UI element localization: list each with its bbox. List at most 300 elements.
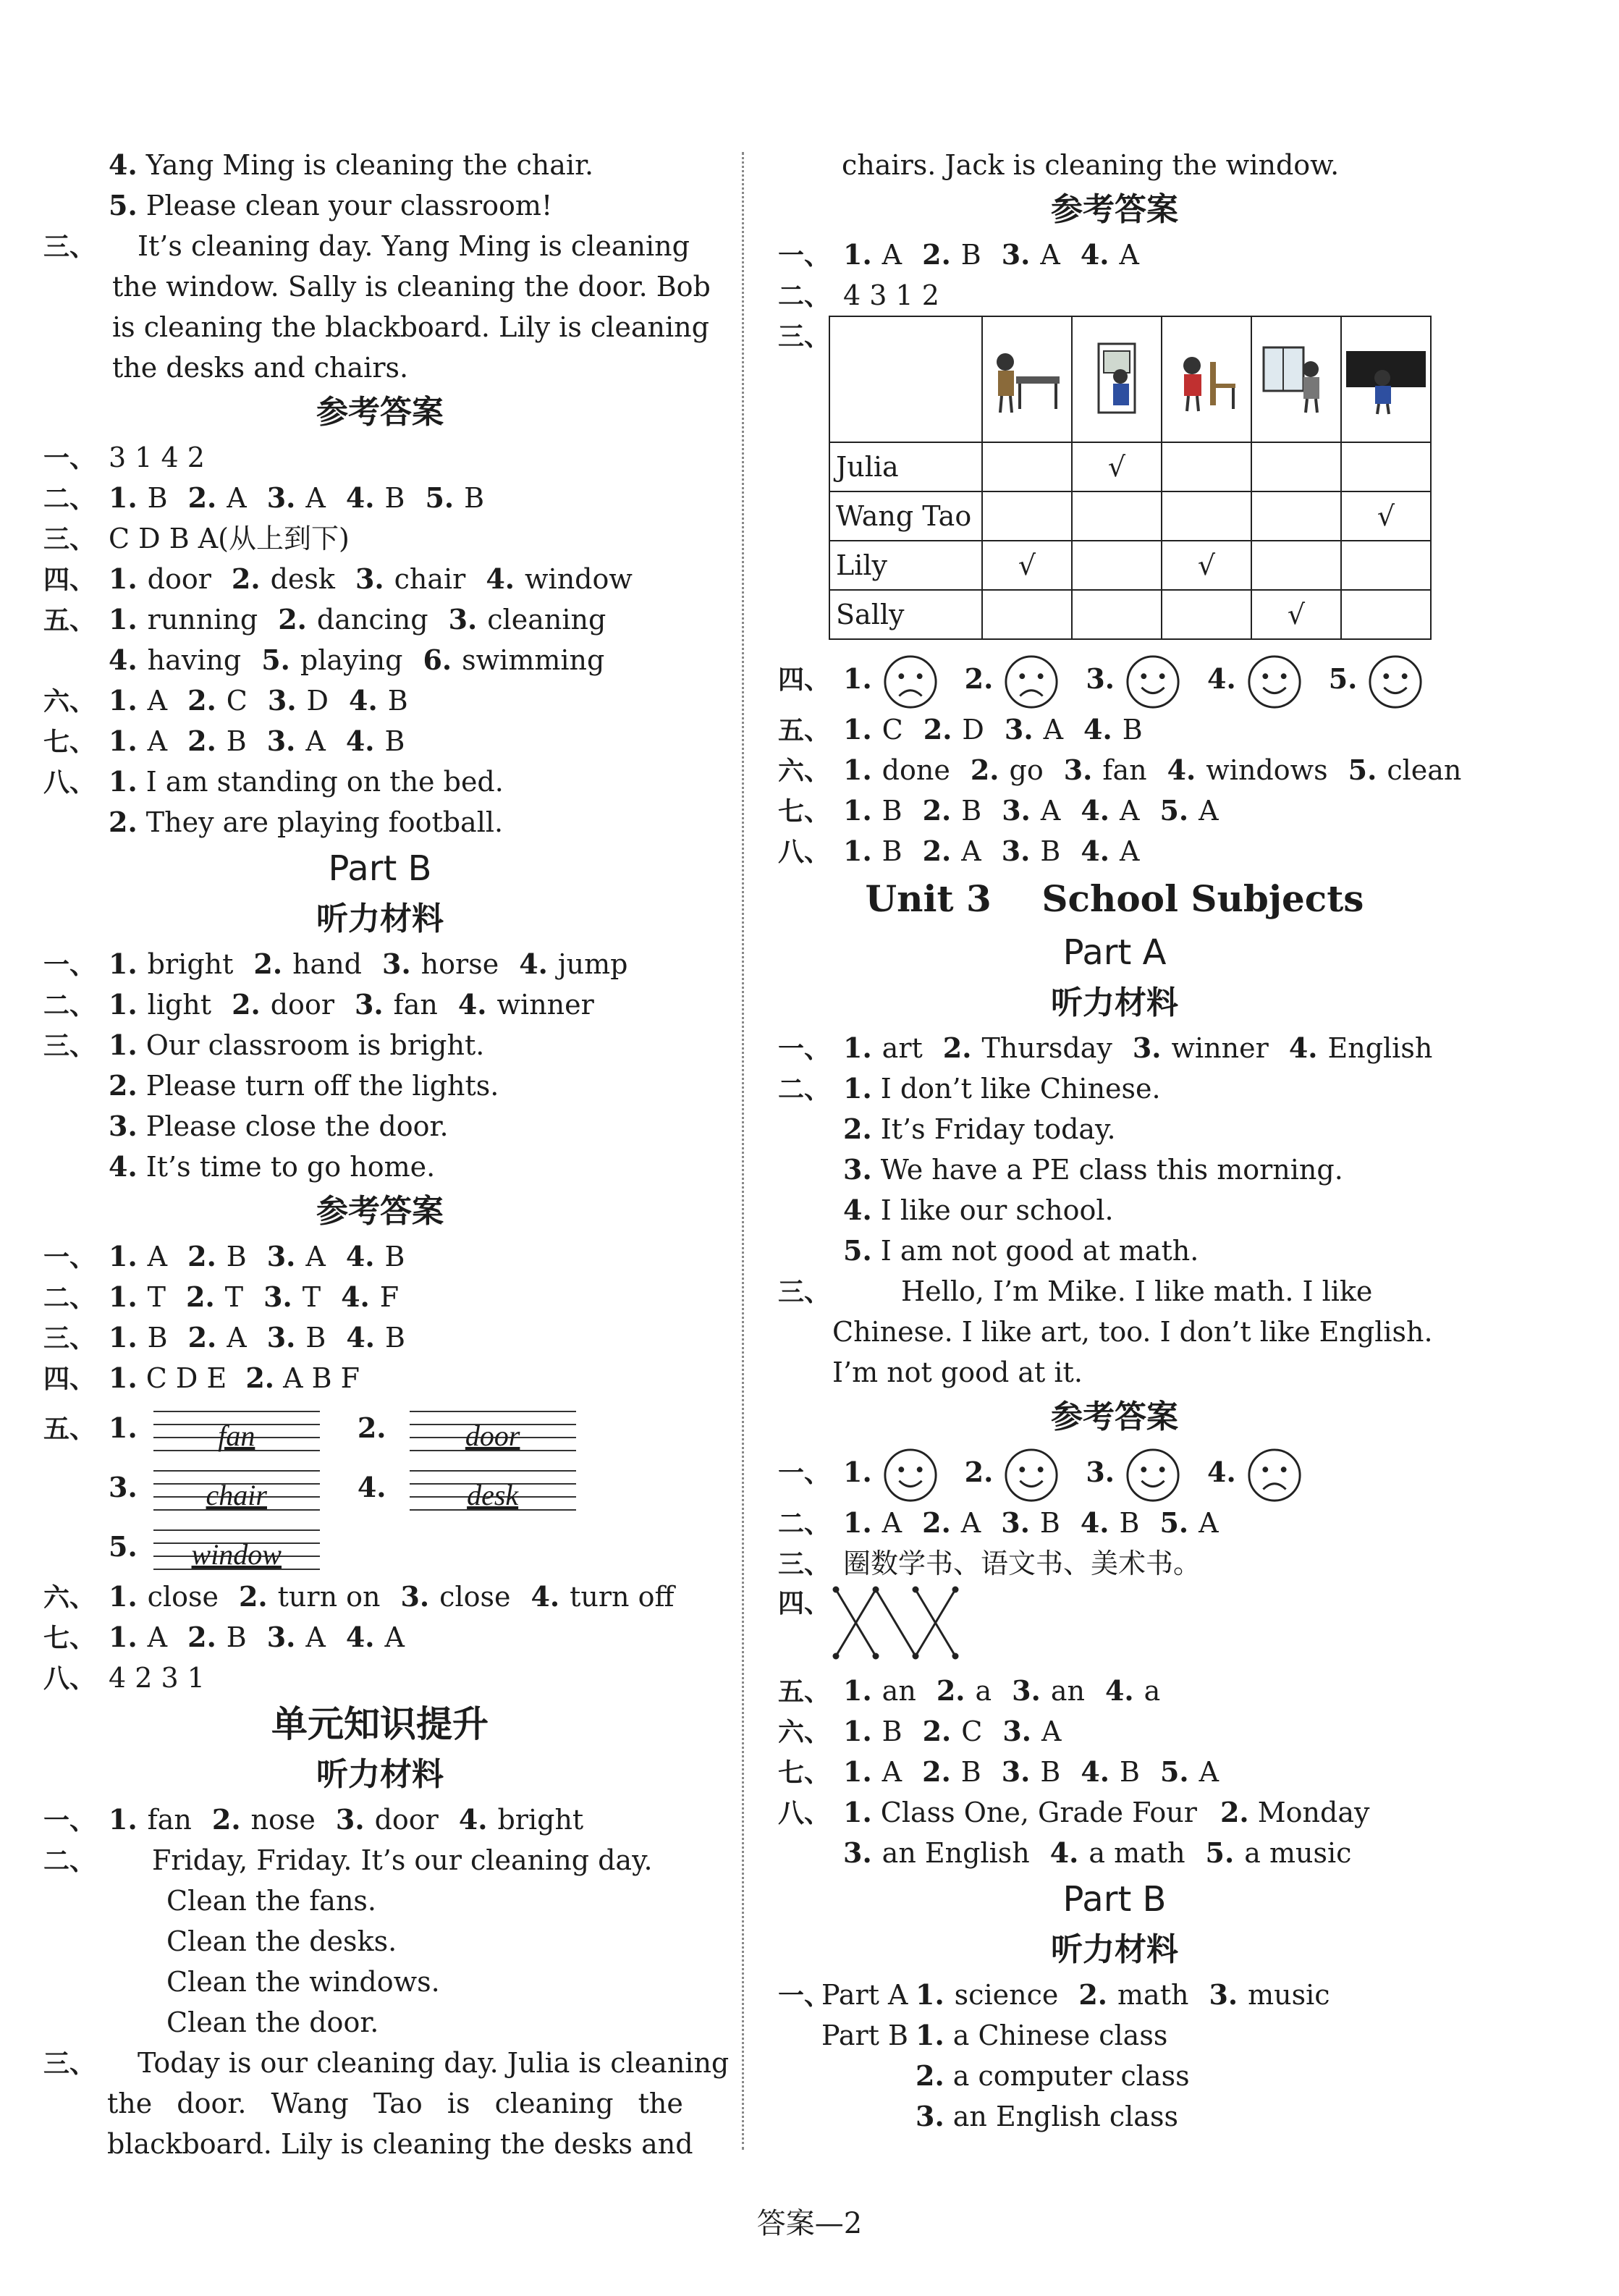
question-label: 一、 [778, 1034, 831, 1064]
item-number: 4. [519, 947, 548, 980]
handwriting-box: chair [153, 1470, 320, 1511]
item-answer: bright [497, 1804, 584, 1836]
item-answer: A [1199, 1756, 1219, 1788]
item-number: 4. [1167, 754, 1196, 786]
item-number: 1. [109, 1321, 138, 1354]
answer-line: 2. Please turn off the lights. [109, 1069, 499, 1102]
item-answer: A [305, 482, 326, 514]
answer-line [43, 1799, 716, 1840]
answer-line: 4. Yang Ming is cleaning the chair. [109, 148, 594, 181]
item-answer: A [1199, 1507, 1219, 1539]
answer-line [778, 1711, 1451, 1752]
item-answer: D [306, 685, 329, 717]
item-answer: A [1043, 714, 1064, 746]
item-number: 2. [923, 713, 952, 746]
item-number: 2. [970, 754, 999, 786]
item-number: 1. [843, 835, 872, 867]
page-number: 答案—2 [756, 2207, 863, 2240]
answer-line [43, 559, 716, 599]
smiley-face-icon [882, 1447, 939, 1503]
item-answer: jump [557, 948, 628, 980]
answer-line: 5. Please clean your classroom! [109, 189, 553, 221]
text-line: is cleaning the blackboard. Lily is cleaning [112, 311, 709, 343]
smiley-face-icon [1125, 654, 1181, 710]
item-number: 2. [942, 1031, 972, 1064]
item-number: 3. [266, 1621, 296, 1653]
item-number: 2. [187, 1240, 216, 1272]
answer-line [43, 1577, 716, 1617]
item-answer: math [1117, 1979, 1189, 2011]
inline-items [916, 1979, 1330, 2011]
handwriting-box: fan [153, 1411, 320, 1451]
item-answer: C [961, 1715, 983, 1747]
question-label: 七、 [43, 727, 96, 757]
text-line: the desks and chairs. [112, 352, 409, 384]
item-number: 4. [1049, 1836, 1079, 1869]
item-number: 2. [187, 684, 216, 717]
check-cell [1162, 442, 1251, 491]
smiley-face-icon [1367, 654, 1424, 710]
sad-face-icon [882, 654, 939, 710]
item-number: 5. [261, 643, 290, 676]
item-answer: A [147, 1621, 168, 1653]
question-label: 一、 [43, 950, 96, 980]
blackboard-cleaning-picture [1341, 316, 1431, 442]
item-answer: A [1120, 835, 1140, 867]
item-number: 1. [843, 662, 872, 695]
item-answer: A [147, 685, 168, 717]
answer-line [778, 790, 1451, 831]
item-number: 4. [1081, 835, 1110, 867]
item-answer: B [1040, 1756, 1061, 1788]
answer-line [43, 1277, 716, 1317]
check-cell: √ [1251, 590, 1341, 639]
item-number: 2. [1078, 1978, 1108, 2011]
item-answer: running [147, 604, 258, 636]
section-heading: 单元知识提升 [271, 1703, 489, 1745]
item-number: 3. [1002, 794, 1031, 827]
item-answer: A [305, 1621, 326, 1653]
item-number: 4. [1080, 238, 1109, 271]
item-number: 5. [425, 481, 455, 514]
question-label: 五、 [778, 716, 831, 746]
item-answer: done [882, 754, 950, 786]
item-answer: B [147, 482, 168, 514]
item-number: 1. [109, 947, 138, 980]
answer-line [43, 478, 716, 518]
table-row [829, 541, 1431, 590]
item-answer: F [379, 1281, 400, 1313]
check-cell [982, 442, 1072, 491]
question-label: 五、 [778, 1677, 831, 1707]
answer-line [43, 680, 716, 721]
question-label: 七、 [43, 1624, 96, 1653]
text-line: I’m not good at it. [832, 1356, 1083, 1388]
item-number: 4. [486, 562, 515, 595]
item-number: 3. [355, 562, 384, 595]
item-number: 2. [186, 1280, 215, 1313]
item-answer: a music [1244, 1837, 1352, 1869]
unit-title: Unit 3 School Subjects [865, 877, 1364, 920]
item-answer: fan [1102, 754, 1147, 786]
item-number: 2. [922, 794, 952, 827]
item-number: 1. [109, 1240, 138, 1272]
answer-line: 二、 1. I don’t like Chinese. [778, 1072, 1161, 1105]
item-answer: dancing [316, 604, 428, 636]
item-number: 1. [843, 1715, 872, 1747]
question-label: 七、 [778, 797, 831, 827]
answer-line: 4. It’s time to go home. [109, 1150, 436, 1183]
item-number: 4. [346, 1321, 376, 1354]
answer-line [43, 640, 716, 680]
item-answer: winner [1171, 1032, 1269, 1064]
item-number: 3. [1001, 1755, 1031, 1788]
item-answer: B [960, 239, 981, 271]
item-answer: B [385, 1322, 405, 1354]
item-answer: windows [1206, 754, 1328, 786]
question-label: 一、 [43, 1806, 96, 1836]
answer-line: 三、 1. Our classroom is bright. [43, 1029, 485, 1061]
item-number: 3. [1132, 1031, 1162, 1064]
item-answer: having [147, 644, 242, 676]
text-line: Clean the door. [166, 2006, 379, 2038]
item-number: 5. [1159, 794, 1189, 827]
item-answer: a math [1089, 1837, 1185, 1869]
item-number: 2. [922, 1506, 951, 1539]
item-answer: A [1199, 795, 1219, 827]
item-number: 4. [1081, 1755, 1110, 1788]
item-answer: English [1327, 1032, 1433, 1064]
right-column [778, 145, 1462, 2137]
item-number: 5. [1205, 1836, 1235, 1869]
door-cleaning-picture [1072, 316, 1162, 442]
question-label: 四、 [43, 565, 96, 595]
check-cell [1251, 491, 1341, 541]
item-answer: B [387, 685, 408, 717]
item-answer: A [961, 835, 981, 867]
check-cell [1072, 590, 1162, 639]
item-number: 3. [263, 1280, 292, 1313]
item-number: 3. [1209, 1978, 1238, 2011]
item-number: 1. [109, 603, 138, 636]
item-answer: an [1050, 1675, 1085, 1707]
matching-lines-diagram [821, 1584, 981, 1663]
sad-face-icon [1003, 654, 1060, 710]
item-answer: turn off [570, 1581, 675, 1613]
item-number: 4. [341, 1280, 370, 1313]
item-number: 3. [382, 947, 411, 980]
item-number: 3. [1086, 1456, 1115, 1488]
item-number: 3. [1001, 835, 1031, 867]
item-answer: B [960, 1756, 981, 1788]
item-answer: bright [147, 948, 234, 980]
item-number: 2. [187, 1621, 216, 1653]
question-label: 三、 [43, 1324, 96, 1354]
item-answer: art [882, 1032, 923, 1064]
item-answer: B [882, 795, 903, 827]
item-answer: turn on [277, 1581, 381, 1613]
section-heading: 听力材料 [316, 900, 444, 937]
answer-line: 3. We have a PE class this morning. [843, 1153, 1343, 1186]
item-answer: B [226, 1621, 247, 1653]
item-number: 4. [1083, 713, 1112, 746]
check-cell [1341, 442, 1431, 491]
item-number: 4. [1080, 1506, 1109, 1539]
answer-line [778, 1028, 1451, 1068]
item-answer: B [305, 1322, 326, 1354]
item-answer: T [147, 1281, 166, 1313]
item-number: 1. [109, 725, 138, 757]
item-number: 4. [345, 1240, 375, 1272]
item-number: 4. [458, 1803, 488, 1836]
check-cell [1341, 541, 1431, 590]
item-answer: desk [270, 563, 335, 595]
item-answer: chair [394, 563, 466, 595]
item-answer: nose [250, 1804, 316, 1836]
item-answer: T [302, 1281, 321, 1313]
item-answer: B [464, 482, 485, 514]
item-number: 4. [345, 725, 375, 757]
item-answer: science [954, 1979, 1059, 2011]
answer-line: 一、Part A 1. science 2. math 3. music [778, 1978, 1330, 2011]
item-number: 2. [964, 1456, 994, 1488]
item-number: 3. [1002, 1715, 1032, 1747]
item-number: 1. [843, 754, 872, 786]
check-cell: √ [1341, 491, 1431, 541]
matching-answer-line: 四、 [778, 1584, 1451, 1671]
item-number: 3. [1086, 662, 1115, 695]
part-heading: Part B [328, 848, 432, 889]
answer-line: 三、 It’s cleaning day. Yang Ming is cleaning [43, 230, 690, 262]
check-cell [1341, 590, 1431, 639]
answer-line: 3. an English class [916, 2100, 1178, 2132]
text-line: Clean the windows. [166, 1966, 440, 1998]
item-answer: B [226, 1241, 247, 1272]
item-answer: an [882, 1675, 916, 1707]
text-line: Clean the fans. [166, 1885, 377, 1917]
text-line: the window. Sally is cleaning the door. Bob [112, 271, 711, 303]
item-answer: A [1040, 239, 1060, 271]
answer-line [43, 1317, 716, 1358]
item-number: 4. [1207, 662, 1236, 695]
desk-cleaning-picture [982, 316, 1072, 442]
item-answer: A [227, 482, 247, 514]
answer-line: 二、 Friday, Friday. It’s our cleaning day. [43, 1844, 653, 1876]
answer-line [778, 235, 1451, 275]
item-number: 1. [109, 1621, 138, 1653]
item-answer: B [384, 725, 405, 757]
item-answer: a [1144, 1675, 1161, 1707]
question-label: 八、 [778, 837, 831, 867]
answer-line [778, 1671, 1451, 1711]
answer-line [778, 1833, 1451, 1873]
table-row [829, 442, 1431, 491]
item-number: 2. [922, 1715, 952, 1747]
answer-line [778, 1752, 1451, 1792]
student-name: Julia [829, 442, 982, 491]
item-number: 2. [232, 988, 261, 1021]
item-answer: go [1009, 754, 1044, 786]
left-column [43, 145, 730, 2164]
item-number: 5. [1159, 1755, 1189, 1788]
student-name: Wang Tao [829, 491, 982, 541]
item-answer: an English [882, 1837, 1030, 1869]
item-number: 4. [1207, 1456, 1236, 1488]
handwriting-box: window [153, 1529, 320, 1570]
answer-line: 三、 Hello, I’m Mike. I like math. I like [778, 1275, 1373, 1307]
text-line: the door. Wang Tao is cleaning the [107, 2088, 683, 2119]
section-heading: 参考答案 [316, 394, 444, 431]
answer-line: 2. a computer class [916, 2059, 1190, 2092]
question-label: 六、 [43, 687, 96, 717]
item-answer: B [1040, 835, 1061, 867]
student-name: Lily [829, 541, 982, 590]
item-answer: door [270, 989, 334, 1021]
part-heading: Part A [1062, 932, 1167, 973]
item-number: 6. [423, 643, 452, 676]
answer-line: 5. I am not good at math. [843, 1234, 1199, 1267]
item-number: 3. [1001, 1506, 1030, 1539]
item-answer: A [305, 1241, 326, 1272]
item-number: 1. [843, 1755, 872, 1788]
check-cell [1072, 491, 1162, 541]
answer-line [43, 1236, 716, 1277]
item-number: 2. [187, 1321, 217, 1354]
item-answer: C [882, 714, 903, 746]
item-number: 2. [253, 947, 283, 980]
item-number: 1. [843, 1506, 872, 1539]
item-number: 3. [843, 1836, 872, 1869]
answer-line [43, 1617, 716, 1658]
answer-line [778, 750, 1462, 790]
item-number: 1. [109, 1280, 138, 1313]
item-answer: B [1119, 1507, 1140, 1539]
answer-line: 八、 1. I am standing on the bed. [43, 765, 504, 798]
item-answer: clean [1387, 754, 1462, 786]
face-answer-line [778, 1442, 1451, 1503]
item-number: 2. [231, 562, 261, 595]
answer-line: 4. I like our school. [843, 1194, 1114, 1226]
item-answer: hand [292, 948, 362, 980]
item-number: 1. [109, 1803, 138, 1836]
item-number: 2. [936, 1674, 965, 1707]
item-number: 1. [109, 481, 138, 514]
item-number: 1. [843, 238, 872, 271]
item-answer: window [525, 563, 633, 595]
answer-line: 2. It’s Friday today. [843, 1113, 1116, 1145]
question-label: 七、 [778, 1758, 831, 1788]
item-number: 4. [345, 1621, 375, 1653]
text-line: chairs. Jack is cleaning the window. [842, 149, 1340, 181]
item-number: 1. [109, 562, 138, 595]
answer-line: 四、 1. C D E 2. A B F [43, 1362, 360, 1394]
answer-line [43, 599, 716, 640]
question-label: 一、 [778, 1459, 831, 1488]
question-label: 五、 [43, 606, 96, 636]
table-row [829, 590, 1431, 639]
item-number: 1. [843, 1031, 872, 1064]
blank-corner-cell [829, 316, 982, 442]
item-number: 3. [266, 1321, 296, 1354]
check-cell [1251, 541, 1341, 590]
answer-line: 三、 Today is our cleaning day. Julia is cleaning [43, 2047, 730, 2079]
check-cell: √ [982, 541, 1072, 590]
item-answer: a [975, 1675, 992, 1707]
smiley-face-icon [1003, 1447, 1060, 1503]
item-answer: A [1040, 795, 1061, 827]
item-number: 2. [238, 1580, 268, 1613]
section-heading: 参考答案 [1051, 1398, 1178, 1435]
item-answer: A [1119, 239, 1139, 271]
check-cell [1162, 590, 1251, 639]
text-line: Chinese. I like art, too. I don’t like English. [832, 1316, 1433, 1348]
answer-line: 八、 1. Class One, Grade Four 2. Monday [778, 1796, 1370, 1828]
answer-line [778, 831, 1451, 871]
item-answer: fan [393, 989, 438, 1021]
item-answer: swimming [462, 644, 605, 676]
item-number: 3. [1012, 1674, 1041, 1707]
item-answer: close [439, 1581, 511, 1613]
item-answer: B [1120, 1756, 1140, 1788]
item-answer: playing [300, 644, 403, 676]
item-answer: A [147, 1241, 168, 1272]
answer-line: 3. Please close the door. [109, 1110, 449, 1142]
question-label: 四、 [778, 665, 831, 695]
section-heading: 听力材料 [1051, 984, 1178, 1021]
item-answer: A [384, 1621, 405, 1653]
item-number: 3. [335, 1803, 365, 1836]
item-answer: A [882, 1756, 903, 1788]
item-answer: Thursday [981, 1032, 1112, 1064]
item-number: 5. [1159, 1506, 1189, 1539]
item-answer: A [960, 1507, 981, 1539]
question-label: 六、 [778, 1718, 831, 1747]
answer-line: Part B 1. a Chinese class [821, 2019, 1168, 2051]
check-cell: √ [1162, 541, 1251, 590]
item-number: 5. [1348, 754, 1377, 786]
item-number: 2. [211, 1803, 241, 1836]
item-number: 1. [843, 1674, 872, 1707]
question-label: 六、 [43, 1583, 96, 1613]
item-number: 2. [922, 835, 952, 867]
item-answer: horse [420, 948, 499, 980]
part-heading: Part B [1062, 1879, 1167, 1920]
writing-line: 5. window [43, 1517, 716, 1577]
item-answer: A [1120, 795, 1140, 827]
item-number: 2. [278, 603, 307, 636]
answer-line: 二、 4 3 1 2 [778, 279, 939, 311]
check-cell: √ [1072, 442, 1162, 491]
question-label: 二、 [778, 1509, 831, 1539]
item-number: 4. [345, 481, 375, 514]
item-number: 3. [266, 481, 296, 514]
item-answer: T [224, 1281, 244, 1313]
answer-line: 一、 3 1 4 2 [43, 442, 205, 473]
item-number: 1. [109, 684, 138, 717]
item-answer: A [882, 1507, 903, 1539]
item-answer: B [147, 1322, 168, 1354]
answer-line: 三、 C D B A(从上到下) [43, 523, 350, 554]
item-answer: close [147, 1581, 219, 1613]
item-number: 3. [1063, 754, 1093, 786]
check-cell [1251, 442, 1341, 491]
item-answer: A [147, 725, 168, 757]
item-answer: B [882, 1715, 903, 1747]
item-answer: fan [147, 1804, 192, 1836]
section-heading: 参考答案 [1051, 191, 1178, 228]
item-answer: B [1039, 1507, 1060, 1539]
picture-row [829, 316, 1431, 442]
